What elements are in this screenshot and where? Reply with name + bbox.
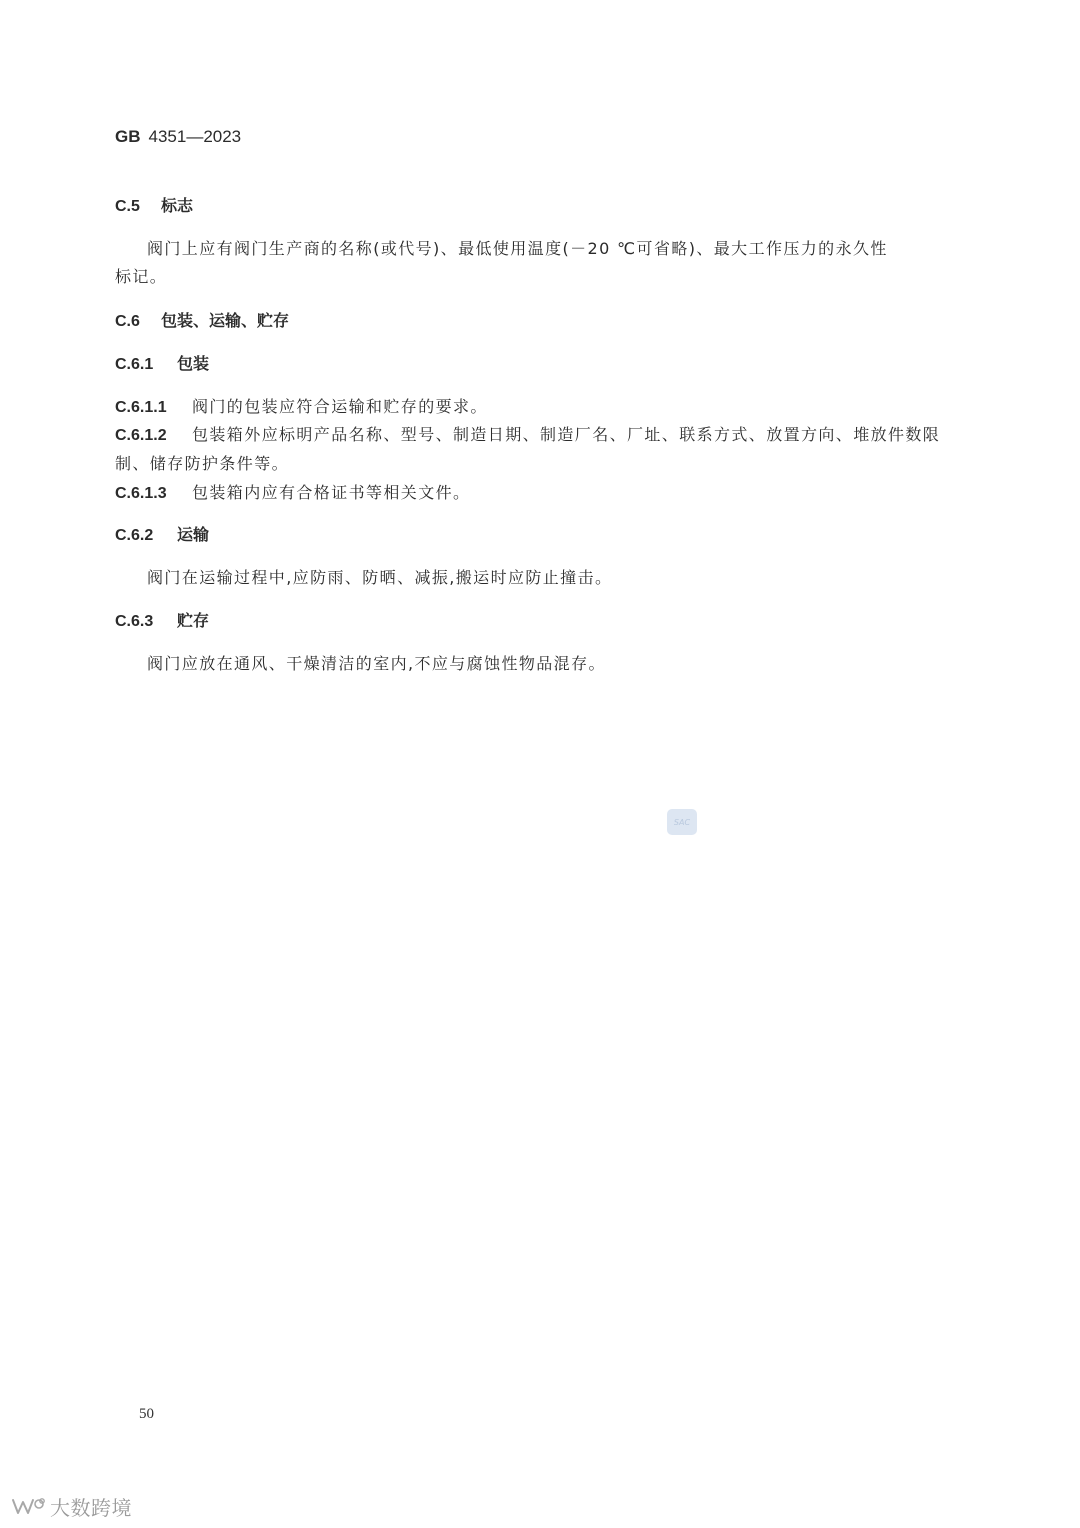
section-c62-title: 运输: [177, 525, 210, 544]
clause-c612-line-1: 包装箱外应标明产品名称、型号、制造日期、制造厂名、厂址、联系方式、放置方向、堆放件数限: [192, 425, 941, 444]
standard-number: [115, 127, 241, 147]
clause-c613-number: C.6.1.3: [115, 485, 167, 502]
clause-c611-number: C.6.1.1: [115, 399, 167, 416]
clause-c611: [115, 394, 488, 417]
section-c5-line-2: 标记。: [115, 267, 168, 286]
page-number: 50: [139, 1406, 154, 1422]
brand-text: 大数跨境: [50, 1496, 132, 1520]
wechat-channel-logo-icon: [10, 1496, 46, 1518]
section-c61-number: C.6.1: [115, 356, 154, 373]
section-c6-title: 包装、运输、贮存: [161, 311, 290, 330]
section-c63-heading: [115, 608, 209, 631]
brand-watermark: [10, 1492, 132, 1521]
standard-prefix: GB: [115, 127, 141, 146]
section-c5-title: 标志: [161, 196, 194, 215]
clause-c613: [115, 480, 470, 503]
section-c62-number: C.6.2: [115, 527, 154, 544]
clause-c612: [115, 422, 940, 445]
clause-c612-number: C.6.1.2: [115, 427, 167, 444]
section-c5-line-1: 阀门上应有阀门生产商的名称(或代号)、最低使用温度(－20 ℃可省略)、最大工作压力的永久性: [147, 239, 888, 258]
clause-c612-line-2: 制、储存防护条件等。: [115, 454, 290, 473]
section-c61-title: 包装: [177, 354, 210, 373]
clause-c613-text: 包装箱内应有合格证书等相关文件。: [192, 483, 471, 502]
section-c63-number: C.6.3: [115, 613, 154, 630]
section-c6-number: C.6: [115, 313, 140, 330]
section-c6-heading: [115, 308, 289, 331]
section-c61-heading: [115, 351, 209, 374]
clause-c611-text: 阀门的包装应符合运输和贮存的要求。: [192, 397, 488, 416]
section-c62-text: 阀门在运输过程中,应防雨、防晒、减振,搬运时应防止撞击。: [147, 568, 613, 587]
section-c5-heading: [115, 193, 193, 216]
section-c62-heading: [115, 522, 209, 545]
sac-watermark-text: SAC: [673, 817, 691, 827]
section-c5-number: C.5: [115, 198, 140, 215]
sac-watermark: [667, 809, 697, 835]
section-c63-text: 阀门应放在通风、干燥清洁的室内,不应与腐蚀性物品混存。: [147, 654, 606, 673]
section-c63-title: 贮存: [177, 611, 210, 630]
standard-code: 4351—2023: [148, 127, 242, 146]
